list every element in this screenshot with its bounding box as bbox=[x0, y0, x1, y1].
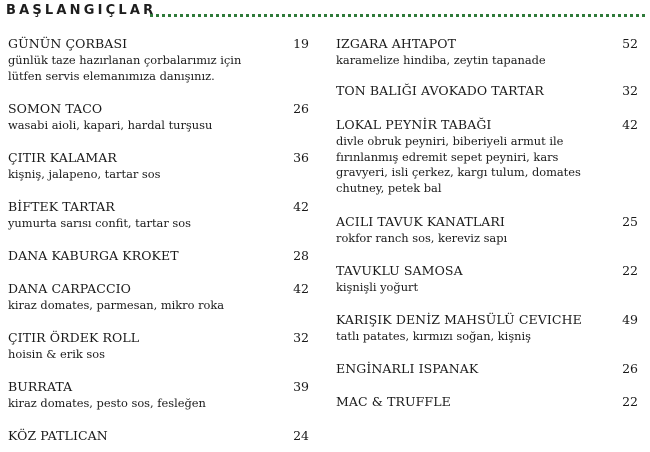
menu-item bbox=[336, 361, 638, 378]
item-price: 52 bbox=[622, 36, 638, 51]
menu-item bbox=[8, 379, 309, 412]
menu-item bbox=[336, 117, 638, 196]
menu-item bbox=[8, 248, 309, 265]
menu-item bbox=[8, 428, 309, 445]
item-description: kiraz domates, parmesan, mikro roka bbox=[8, 298, 225, 312]
item-name: IZGARA AHTAPOT bbox=[336, 36, 457, 51]
item-description: kişniş, jalapeno, tartar sos bbox=[8, 167, 161, 181]
item-price: 42 bbox=[293, 199, 309, 214]
item-price: 26 bbox=[293, 101, 309, 116]
menu-item bbox=[8, 101, 309, 134]
item-price: 22 bbox=[622, 263, 638, 278]
item-price: 42 bbox=[293, 281, 309, 296]
item-price: 28 bbox=[293, 248, 309, 263]
item-name: ÇITIR ÖRDEK ROLL bbox=[8, 330, 140, 345]
item-price: 24 bbox=[293, 428, 309, 443]
menu-item bbox=[336, 263, 638, 296]
item-price: 22 bbox=[622, 394, 638, 409]
item-price: 19 bbox=[293, 36, 309, 51]
menu-item bbox=[8, 36, 309, 84]
item-name: BİFTEK TARTAR bbox=[8, 199, 115, 214]
item-description: tatlı patates, kırmızı soğan, kişniş bbox=[336, 329, 531, 343]
item-price: 25 bbox=[622, 214, 638, 229]
menu-item bbox=[336, 312, 638, 345]
item-description: karamelize hindiba, zeytin tapanade bbox=[336, 53, 546, 67]
item-description: hoisin & erik sos bbox=[8, 347, 105, 361]
menu-item bbox=[8, 330, 309, 363]
item-price: 32 bbox=[622, 83, 638, 98]
menu-item bbox=[336, 83, 638, 100]
item-description: yumurta sarısı confit, tartar sos bbox=[8, 216, 191, 230]
item-price: 36 bbox=[293, 150, 309, 165]
item-description: kiraz domates, pesto sos, fesleğen bbox=[8, 396, 206, 410]
item-description: wasabi aioli, kapari, hardal turşusu bbox=[8, 118, 213, 132]
item-price: 26 bbox=[622, 361, 638, 376]
item-price: 42 bbox=[622, 117, 638, 132]
item-name: ÇITIR KALAMAR bbox=[8, 150, 117, 165]
item-name: TON BALIĞI AVOKADO TARTAR bbox=[336, 83, 544, 98]
item-name: KÖZ PATLICAN bbox=[8, 428, 108, 443]
item-name: ACILI TAVUK KANATLARI bbox=[336, 214, 505, 229]
item-description: divle obruk peyniri, biberiyeli armut ile fırınlanmış edremit sepet peyniri, kars gravyeri, isli çerkez, kargı tulum, domates chutney, petek bal bbox=[336, 134, 581, 195]
menu-item bbox=[8, 199, 309, 232]
menu-item bbox=[8, 150, 309, 183]
item-description: rokfor ranch sos, kereviz sapı bbox=[336, 231, 508, 245]
item-description: günlük taze hazırlanan çorbalarımız için lütfen servis elemanımıza danışınız. bbox=[8, 53, 242, 83]
section-title: BAŞLANGIÇLAR bbox=[6, 3, 157, 18]
item-name: MAC & TRUFFLE bbox=[336, 394, 451, 409]
item-name: LOKAL PEYNİR TABAĞI bbox=[336, 117, 492, 132]
item-name: SOMON TACO bbox=[8, 101, 103, 116]
item-name: TAVUKLU SAMOSA bbox=[336, 263, 463, 278]
item-price: 32 bbox=[293, 330, 309, 345]
item-name: DANA CARPACCIO bbox=[8, 281, 131, 296]
section-divider bbox=[150, 14, 645, 17]
item-name: GÜNÜN ÇORBASI bbox=[8, 36, 128, 51]
menu-item bbox=[336, 394, 638, 411]
item-name: BURRATA bbox=[8, 379, 73, 394]
item-name: KARIŞIK DENİZ MAHSÜLÜ CEVICHE bbox=[336, 312, 582, 327]
item-price: 49 bbox=[622, 312, 638, 327]
item-description: kişnişli yoğurt bbox=[336, 280, 419, 294]
menu-item bbox=[336, 36, 638, 69]
item-name: DANA KABURGA KROKET bbox=[8, 248, 179, 263]
item-name: ENGİNARLI ISPANAK bbox=[336, 361, 479, 376]
menu-item bbox=[336, 214, 638, 247]
item-price: 39 bbox=[293, 379, 309, 394]
menu-item bbox=[8, 281, 309, 314]
